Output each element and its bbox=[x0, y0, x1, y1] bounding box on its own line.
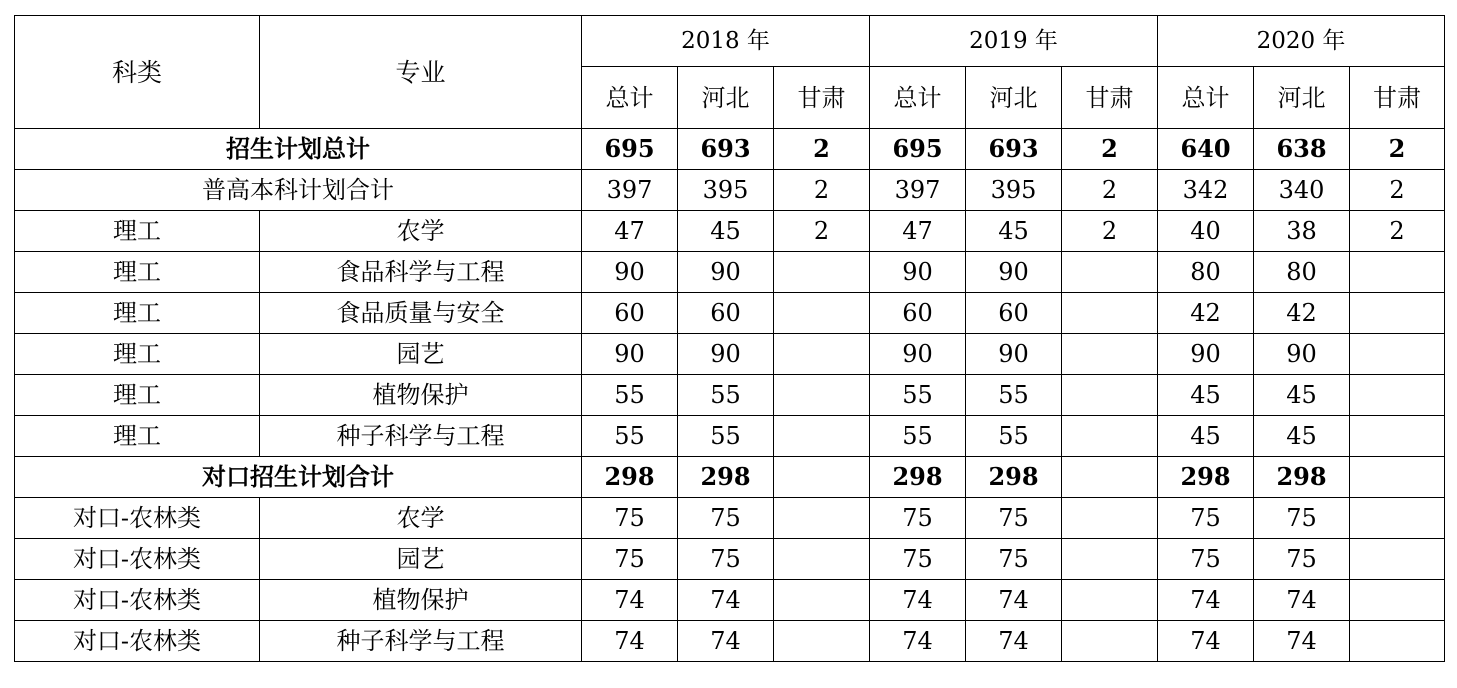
value-cell-total-2019: 55 bbox=[870, 416, 966, 457]
major-cell: 种子科学与工程 bbox=[260, 621, 582, 662]
value-cell-total-2018: 90 bbox=[582, 252, 678, 293]
value-cell-hebei-2019: 60 bbox=[966, 293, 1062, 334]
table-row bbox=[15, 293, 1445, 334]
value-cell-hebei-2020: 38 bbox=[1254, 211, 1350, 252]
value-cell-total-2019: 55 bbox=[870, 375, 966, 416]
value-cell-gansu-2020 bbox=[1350, 416, 1445, 457]
value-cell-gansu-2020 bbox=[1350, 375, 1445, 416]
header-gansu-2018: 甘肃 bbox=[774, 67, 870, 129]
header-hebei-2020: 河北 bbox=[1254, 67, 1350, 129]
total-label: 招生计划总计 bbox=[15, 129, 582, 170]
value-cell-hebei-2020: 80 bbox=[1254, 252, 1350, 293]
value-cell-total-2020: 80 bbox=[1158, 252, 1254, 293]
value-cell-hebei-2019: 90 bbox=[966, 334, 1062, 375]
value-cell-hebei-2020: 45 bbox=[1254, 375, 1350, 416]
header-year-2019: 2019 年 bbox=[870, 16, 1158, 67]
value-cell-gansu-2019 bbox=[1062, 293, 1158, 334]
value-cell-gansu-2018 bbox=[774, 498, 870, 539]
value-cell-gansu-2020 bbox=[1350, 539, 1445, 580]
category-cell: 对口-农林类 bbox=[15, 539, 260, 580]
value-cell-hebei-2020: 298 bbox=[1254, 457, 1350, 498]
value-cell-total-2020: 40 bbox=[1158, 211, 1254, 252]
value-cell-gansu-2020 bbox=[1350, 621, 1445, 662]
table-row bbox=[15, 252, 1445, 293]
value-cell-total-2018: 298 bbox=[582, 457, 678, 498]
value-cell-gansu-2019 bbox=[1062, 252, 1158, 293]
value-cell-hebei-2019: 298 bbox=[966, 457, 1062, 498]
value-cell-total-2020: 75 bbox=[1158, 498, 1254, 539]
value-cell-gansu-2020: 2 bbox=[1350, 211, 1445, 252]
value-cell-total-2020: 74 bbox=[1158, 621, 1254, 662]
header-hebei-2019: 河北 bbox=[966, 67, 1062, 129]
total-label: 对口招生计划合计 bbox=[15, 457, 582, 498]
major-cell: 农学 bbox=[260, 211, 582, 252]
header-total-2020: 总计 bbox=[1158, 67, 1254, 129]
value-cell-gansu-2018 bbox=[774, 293, 870, 334]
category-cell: 理工 bbox=[15, 416, 260, 457]
major-cell: 园艺 bbox=[260, 539, 582, 580]
value-cell-total-2020: 640 bbox=[1158, 129, 1254, 170]
value-cell-total-2018: 75 bbox=[582, 539, 678, 580]
value-cell-gansu-2020 bbox=[1350, 457, 1445, 498]
value-cell-total-2018: 74 bbox=[582, 580, 678, 621]
value-cell-hebei-2018: 55 bbox=[678, 375, 774, 416]
value-cell-hebei-2018: 55 bbox=[678, 416, 774, 457]
value-cell-total-2019: 397 bbox=[870, 170, 966, 211]
value-cell-total-2018: 55 bbox=[582, 375, 678, 416]
value-cell-hebei-2020: 90 bbox=[1254, 334, 1350, 375]
value-cell-gansu-2018 bbox=[774, 334, 870, 375]
subtotal-label: 普高本科计划合计 bbox=[15, 170, 582, 211]
value-cell-total-2019: 90 bbox=[870, 334, 966, 375]
value-cell-gansu-2018: 2 bbox=[774, 129, 870, 170]
value-cell-gansu-2019 bbox=[1062, 498, 1158, 539]
value-cell-hebei-2020: 45 bbox=[1254, 416, 1350, 457]
table-row bbox=[15, 539, 1445, 580]
value-cell-hebei-2019: 75 bbox=[966, 539, 1062, 580]
value-cell-total-2018: 60 bbox=[582, 293, 678, 334]
value-cell-total-2020: 75 bbox=[1158, 539, 1254, 580]
value-cell-hebei-2018: 74 bbox=[678, 621, 774, 662]
total-row bbox=[15, 457, 1445, 498]
value-cell-total-2020: 342 bbox=[1158, 170, 1254, 211]
value-cell-hebei-2020: 340 bbox=[1254, 170, 1350, 211]
value-cell-hebei-2020: 42 bbox=[1254, 293, 1350, 334]
value-cell-gansu-2018: 2 bbox=[774, 211, 870, 252]
header-category: 科类 bbox=[15, 16, 260, 129]
value-cell-gansu-2019 bbox=[1062, 457, 1158, 498]
value-cell-gansu-2018 bbox=[774, 416, 870, 457]
value-cell-total-2018: 47 bbox=[582, 211, 678, 252]
value-cell-hebei-2018: 60 bbox=[678, 293, 774, 334]
value-cell-total-2019: 75 bbox=[870, 498, 966, 539]
major-cell: 园艺 bbox=[260, 334, 582, 375]
value-cell-gansu-2020 bbox=[1350, 334, 1445, 375]
value-cell-hebei-2019: 74 bbox=[966, 580, 1062, 621]
header-gansu-2019: 甘肃 bbox=[1062, 67, 1158, 129]
header-row-years bbox=[15, 16, 1445, 67]
table-row bbox=[15, 621, 1445, 662]
value-cell-gansu-2019: 2 bbox=[1062, 129, 1158, 170]
table-row bbox=[15, 211, 1445, 252]
value-cell-total-2020: 42 bbox=[1158, 293, 1254, 334]
value-cell-total-2020: 90 bbox=[1158, 334, 1254, 375]
value-cell-hebei-2019: 74 bbox=[966, 621, 1062, 662]
value-cell-hebei-2020: 638 bbox=[1254, 129, 1350, 170]
value-cell-hebei-2020: 75 bbox=[1254, 498, 1350, 539]
value-cell-gansu-2018 bbox=[774, 375, 870, 416]
value-cell-total-2020: 74 bbox=[1158, 580, 1254, 621]
major-cell: 种子科学与工程 bbox=[260, 416, 582, 457]
value-cell-hebei-2018: 693 bbox=[678, 129, 774, 170]
value-cell-hebei-2018: 90 bbox=[678, 252, 774, 293]
value-cell-hebei-2018: 90 bbox=[678, 334, 774, 375]
value-cell-total-2019: 298 bbox=[870, 457, 966, 498]
value-cell-total-2019: 47 bbox=[870, 211, 966, 252]
value-cell-total-2020: 45 bbox=[1158, 375, 1254, 416]
value-cell-total-2019: 60 bbox=[870, 293, 966, 334]
value-cell-hebei-2018: 75 bbox=[678, 539, 774, 580]
table-row bbox=[15, 498, 1445, 539]
category-cell: 对口-农林类 bbox=[15, 498, 260, 539]
value-cell-total-2018: 90 bbox=[582, 334, 678, 375]
value-cell-total-2019: 75 bbox=[870, 539, 966, 580]
value-cell-hebei-2018: 75 bbox=[678, 498, 774, 539]
value-cell-gansu-2018 bbox=[774, 252, 870, 293]
value-cell-total-2019: 74 bbox=[870, 580, 966, 621]
value-cell-gansu-2020 bbox=[1350, 580, 1445, 621]
value-cell-hebei-2018: 74 bbox=[678, 580, 774, 621]
value-cell-total-2019: 74 bbox=[870, 621, 966, 662]
table-body bbox=[15, 129, 1445, 662]
value-cell-gansu-2018 bbox=[774, 457, 870, 498]
major-cell: 食品科学与工程 bbox=[260, 252, 582, 293]
category-cell: 对口-农林类 bbox=[15, 621, 260, 662]
value-cell-hebei-2020: 74 bbox=[1254, 580, 1350, 621]
value-cell-total-2019: 695 bbox=[870, 129, 966, 170]
value-cell-total-2018: 695 bbox=[582, 129, 678, 170]
value-cell-gansu-2019 bbox=[1062, 334, 1158, 375]
value-cell-gansu-2020 bbox=[1350, 293, 1445, 334]
subtotal-row bbox=[15, 170, 1445, 211]
value-cell-gansu-2019 bbox=[1062, 621, 1158, 662]
value-cell-gansu-2019 bbox=[1062, 580, 1158, 621]
value-cell-total-2020: 298 bbox=[1158, 457, 1254, 498]
category-cell: 理工 bbox=[15, 375, 260, 416]
value-cell-hebei-2018: 298 bbox=[678, 457, 774, 498]
value-cell-gansu-2020 bbox=[1350, 252, 1445, 293]
value-cell-gansu-2019: 2 bbox=[1062, 211, 1158, 252]
value-cell-gansu-2018 bbox=[774, 621, 870, 662]
category-cell: 理工 bbox=[15, 293, 260, 334]
value-cell-gansu-2018 bbox=[774, 580, 870, 621]
table-row bbox=[15, 375, 1445, 416]
value-cell-gansu-2019 bbox=[1062, 539, 1158, 580]
category-cell: 理工 bbox=[15, 211, 260, 252]
value-cell-hebei-2018: 395 bbox=[678, 170, 774, 211]
value-cell-gansu-2018 bbox=[774, 539, 870, 580]
value-cell-hebei-2019: 45 bbox=[966, 211, 1062, 252]
total-row bbox=[15, 129, 1445, 170]
value-cell-total-2019: 90 bbox=[870, 252, 966, 293]
header-year-2018: 2018 年 bbox=[582, 16, 870, 67]
header-major: 专业 bbox=[260, 16, 582, 129]
header-hebei-2018: 河北 bbox=[678, 67, 774, 129]
value-cell-gansu-2019: 2 bbox=[1062, 170, 1158, 211]
value-cell-hebei-2019: 55 bbox=[966, 375, 1062, 416]
value-cell-total-2018: 55 bbox=[582, 416, 678, 457]
value-cell-hebei-2019: 395 bbox=[966, 170, 1062, 211]
value-cell-gansu-2020 bbox=[1350, 498, 1445, 539]
value-cell-gansu-2019 bbox=[1062, 375, 1158, 416]
value-cell-total-2018: 75 bbox=[582, 498, 678, 539]
header-year-2020: 2020 年 bbox=[1158, 16, 1445, 67]
value-cell-gansu-2018: 2 bbox=[774, 170, 870, 211]
category-cell: 理工 bbox=[15, 252, 260, 293]
table-row bbox=[15, 416, 1445, 457]
table-row bbox=[15, 334, 1445, 375]
value-cell-hebei-2020: 75 bbox=[1254, 539, 1350, 580]
major-cell: 植物保护 bbox=[260, 375, 582, 416]
value-cell-hebei-2020: 74 bbox=[1254, 621, 1350, 662]
value-cell-hebei-2019: 90 bbox=[966, 252, 1062, 293]
header-gansu-2020: 甘肃 bbox=[1350, 67, 1445, 129]
header-total-2019: 总计 bbox=[870, 67, 966, 129]
value-cell-hebei-2018: 45 bbox=[678, 211, 774, 252]
enrollment-plan-table bbox=[14, 15, 1445, 662]
value-cell-hebei-2019: 75 bbox=[966, 498, 1062, 539]
category-cell: 理工 bbox=[15, 334, 260, 375]
value-cell-total-2018: 74 bbox=[582, 621, 678, 662]
value-cell-hebei-2019: 693 bbox=[966, 129, 1062, 170]
value-cell-hebei-2019: 55 bbox=[966, 416, 1062, 457]
table-row bbox=[15, 580, 1445, 621]
value-cell-gansu-2020: 2 bbox=[1350, 170, 1445, 211]
value-cell-total-2020: 45 bbox=[1158, 416, 1254, 457]
major-cell: 食品质量与安全 bbox=[260, 293, 582, 334]
major-cell: 植物保护 bbox=[260, 580, 582, 621]
value-cell-gansu-2019 bbox=[1062, 416, 1158, 457]
value-cell-total-2018: 397 bbox=[582, 170, 678, 211]
value-cell-gansu-2020: 2 bbox=[1350, 129, 1445, 170]
category-cell: 对口-农林类 bbox=[15, 580, 260, 621]
header-total-2018: 总计 bbox=[582, 67, 678, 129]
major-cell: 农学 bbox=[260, 498, 582, 539]
